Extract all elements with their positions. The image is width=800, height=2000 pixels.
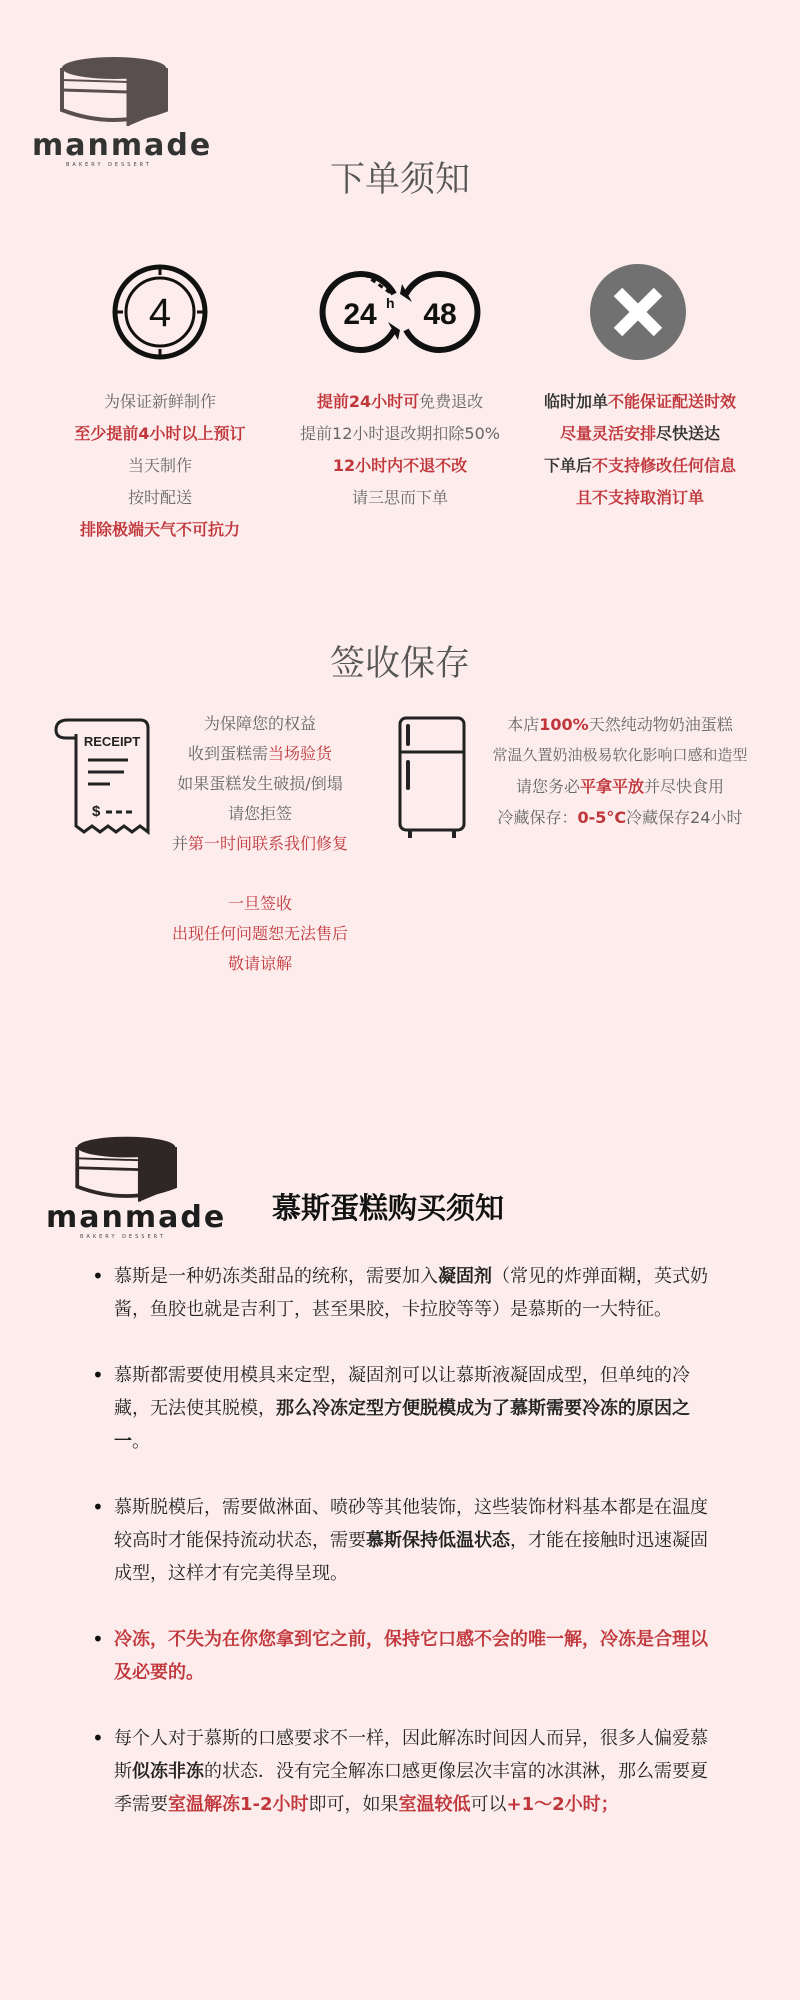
col3-line3b: 不支持修改任何信息 [592,456,737,475]
col1-line1: 为保证新鲜制作 [103,392,216,411]
s2-right-l3a: 请您务必 [515,777,580,796]
s2-left-l3: 如果蛋糕发生破损/倒塌 [177,774,343,793]
mousse-notes [92,1260,712,1854]
col3-line1b: 不能保证配送时效 [608,392,737,411]
hours-sup-label: h [386,295,395,311]
fridge-icon [396,714,468,840]
s2-left-l2b: 当场验货 [268,744,333,763]
col2-line3: 12小时内不退不改 [332,456,468,475]
col3-line2a: 尽量灵活安排 [559,424,656,443]
col2-line2: 提前12小时退改期扣除50% [300,424,500,443]
brand-sub: BAKERY DESSERT [66,162,152,168]
col3-line3a: 下单后 [543,456,592,475]
note-item: • 每个人对于慕斯的口感要求不一样，因此解冻时间因人而异，很多人偏爱慕斯似冻非冻的状态．没有完全解冻口感更像层次丰富的冰淇淋，那么需要夏季需要室温解冻1-2小时即可，如果室温较低可以+1～2小时； [92,1722,712,1821]
col2-line4: 请三思而下单 [351,488,448,507]
s2-right-l1a: 本店 [507,715,540,734]
s2-left-l7: 出现任何问题恕无法售后 [171,924,348,943]
note-item: • 慕斯都需要使用模具来定型，凝固剂可以让慕斯液凝固成型，但单纯的冷藏，无法使其脱模，那么冷冻定型方便脱模成为了慕斯需要冷冻的原因之一。 [92,1359,712,1458]
col3-line2b: 尽快送达 [656,424,721,443]
hours-24-label: 24 [343,298,377,331]
order-advance-column [40,386,280,546]
brand-name: manmade [32,128,213,163]
storage-column [470,709,770,833]
refund-policy-column [280,386,520,514]
note-item: • 慕斯脱模后，需要做淋面、喷砂等其他装饰，这些装饰材料基本都是在温度较高时才能保持流动状态，需要慕斯保持低温状态，才能在接触时迅速凝固成型，这样才有完美得呈现。 [92,1491,712,1590]
refund-hours-icon [316,264,484,360]
rush-order-column [520,386,760,514]
cancel-x-icon [588,262,688,362]
receipt-price: $ [92,803,101,820]
note-item: • 慕斯是一种奶冻类甜品的统称，需要加入凝固剂（常见的炸弹面糊，英式奶酱，鱼胶也就是吉利丁，甚至果胶，卡拉胶等等）是慕斯的一大特征。 [92,1260,712,1326]
s2-right-l4a: 冷藏保存： [497,808,578,827]
s2-right-l1b: 100% [539,715,589,734]
col1-line3: 当天制作 [127,456,192,475]
s2-right-l3b: 平拿平放 [579,777,644,796]
brand-name: manmade [46,1200,227,1235]
s2-right-l2: 常温久置奶油极易软化影响口感和造型 [492,746,748,764]
col2-line1b: 免费退改 [419,392,484,411]
s2-left-l6: 一旦签收 [227,894,292,913]
col2-line1a: 提前24小时可 [316,392,420,411]
svg-text:4: 4 [148,291,172,335]
receipt-icon [52,716,152,840]
s2-left-l1: 为保障您的权益 [203,714,316,733]
s2-left-l5b: 第一时间联系我们修复 [188,834,349,853]
mousse-notice-title: 慕斯蛋糕购买须知 [272,1191,505,1225]
sign-for-column [140,709,380,979]
s2-right-l4c: 冷藏保存24小时 [626,808,743,827]
order-notice-title: 下单须知 [329,160,470,200]
s2-right-l1c: 天然纯动物奶油蛋糕 [588,715,733,734]
note-item: • 冷冻，不失为在你您拿到它之前，保持它口感不会的唯一解，冷冻是合理以及必要的。 [92,1623,712,1689]
brand-logo-2 [44,1132,227,1242]
brand-sub: BAKERY DESSERT [80,1234,166,1240]
s2-right-l3c: 并尽快食用 [644,777,725,796]
sign-storage-title: 签收保存 [329,644,470,684]
col3-line1a: 临时加单 [543,392,608,411]
s2-right-l4b: 0-5°C [577,808,627,827]
s2-left-l2a: 收到蛋糕需 [187,744,268,763]
receipt-label: RECEIPT [83,734,141,749]
col1-line4: 按时配送 [127,488,192,507]
hours-48-label: 48 [423,298,457,331]
s2-left-l5a: 并 [171,834,188,853]
s2-left-l4: 请您拒签 [227,804,292,823]
cake-logo-icon [32,52,202,137]
col1-line5: 排除极端天气不可抗力 [79,520,240,539]
col3-line4: 且不支持取消订单 [575,488,704,507]
four-hour-clock-icon [110,262,210,362]
col1-line2: 至少提前4小时以上预订 [74,424,246,443]
s2-left-l8: 敬请谅解 [227,954,292,973]
